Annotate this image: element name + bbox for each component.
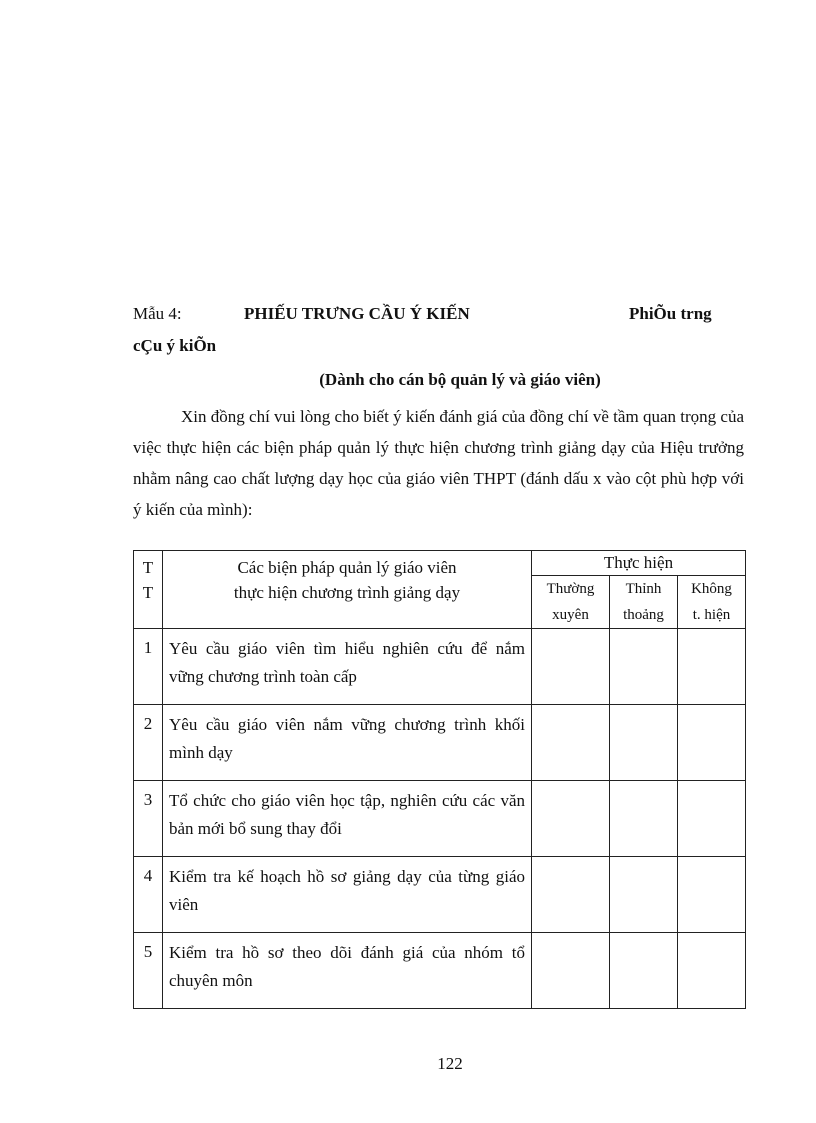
garbled-title: PhiÕu trng (629, 304, 712, 323)
col-not-implemented-header (678, 576, 746, 629)
col-sometimes-line2: thoảng (623, 607, 664, 623)
row-number: 5 (134, 933, 163, 1009)
tt-header-line2: T (142, 583, 154, 602)
col-regularly-line1: Thường (546, 581, 595, 597)
row-measure: Kiểm tra kế hoạch hồ sơ giảng dạy của từng giáo viên (163, 857, 532, 933)
col-not-implemented-line2: t. hiện (692, 607, 731, 623)
answer-cell-regularly[interactable] (532, 857, 610, 933)
table-row (134, 629, 746, 705)
garbled-title-continuation: cÇu ý kiÕn (133, 336, 217, 355)
row-number: 1 (134, 629, 163, 705)
answer-cell-sometimes[interactable] (610, 629, 678, 705)
measures-header-line1: Các biện pháp quản lý giáo viên (237, 558, 457, 577)
col-sometimes-line1: Thỉnh (625, 581, 662, 597)
answer-cell-sometimes[interactable] (610, 857, 678, 933)
answer-cell-sometimes[interactable] (610, 933, 678, 1009)
form-title: PHIẾU TRƯNG CẦU Ý KIẾN (244, 304, 470, 323)
table-header-row (134, 551, 746, 576)
row-measure: Yêu cầu giáo viên tìm hiểu nghiên cứu để nắm vững chương trình toàn cấp (163, 629, 532, 705)
table-row (134, 933, 746, 1009)
row-number: 4 (134, 857, 163, 933)
row-measure: Tổ chức cho giáo viên học tập, nghiên cứu các văn bản mới bổ sung thay đổi (163, 781, 532, 857)
answer-cell-regularly[interactable] (532, 933, 610, 1009)
answer-cell-not-implemented[interactable] (678, 705, 746, 781)
measures-header-line2: thực hiện chương trình giảng dạy (233, 583, 461, 602)
col-regularly-header (532, 576, 610, 629)
row-measure: Yêu cầu giáo viên nắm vững chương trình khối mình dạy (163, 705, 532, 781)
row-measure: Kiểm tra hồ sơ theo dõi đánh giá của nhóm tổ chuyên môn (163, 933, 532, 1009)
survey-table (133, 550, 746, 1009)
table-row (134, 705, 746, 781)
measures-header (163, 551, 532, 629)
tt-header-line1: T (142, 558, 154, 577)
answer-cell-regularly[interactable] (532, 781, 610, 857)
tt-header (134, 551, 163, 629)
answer-cell-not-implemented[interactable] (678, 629, 746, 705)
implementation-group-header: Thực hiện (532, 551, 746, 576)
col-sometimes-header (610, 576, 678, 629)
col-not-implemented-line1: Không (691, 581, 732, 597)
subtitle: (Dành cho cán bộ quản lý và giáo viên) (319, 370, 601, 389)
answer-cell-regularly[interactable] (532, 629, 610, 705)
col-regularly-line2: xuyên (552, 607, 589, 623)
answer-cell-not-implemented[interactable] (678, 781, 746, 857)
form-label: Mẫu 4: (133, 304, 182, 323)
answer-cell-regularly[interactable] (532, 705, 610, 781)
answer-cell-sometimes[interactable] (610, 781, 678, 857)
table-row (134, 857, 746, 933)
page-number: 122 (437, 1054, 463, 1073)
table-row (134, 781, 746, 857)
answer-cell-sometimes[interactable] (610, 705, 678, 781)
answer-cell-not-implemented[interactable] (678, 933, 746, 1009)
answer-cell-not-implemented[interactable] (678, 857, 746, 933)
row-number: 2 (134, 705, 163, 781)
row-number: 3 (134, 781, 163, 857)
intro-paragraph: Xin đồng chí vui lòng cho biết ý kiến đánh giá của đồng chí về tầm quan trọng của việc thực hiện các biện pháp quản lý thực hiện chương trình giảng dạy của Hiệu trưởng nhằm nâng cao chất lượng dạy học của giáo viên THPT (đánh dấu x vào cột phù hợp với ý kiến của mình): (133, 407, 744, 519)
